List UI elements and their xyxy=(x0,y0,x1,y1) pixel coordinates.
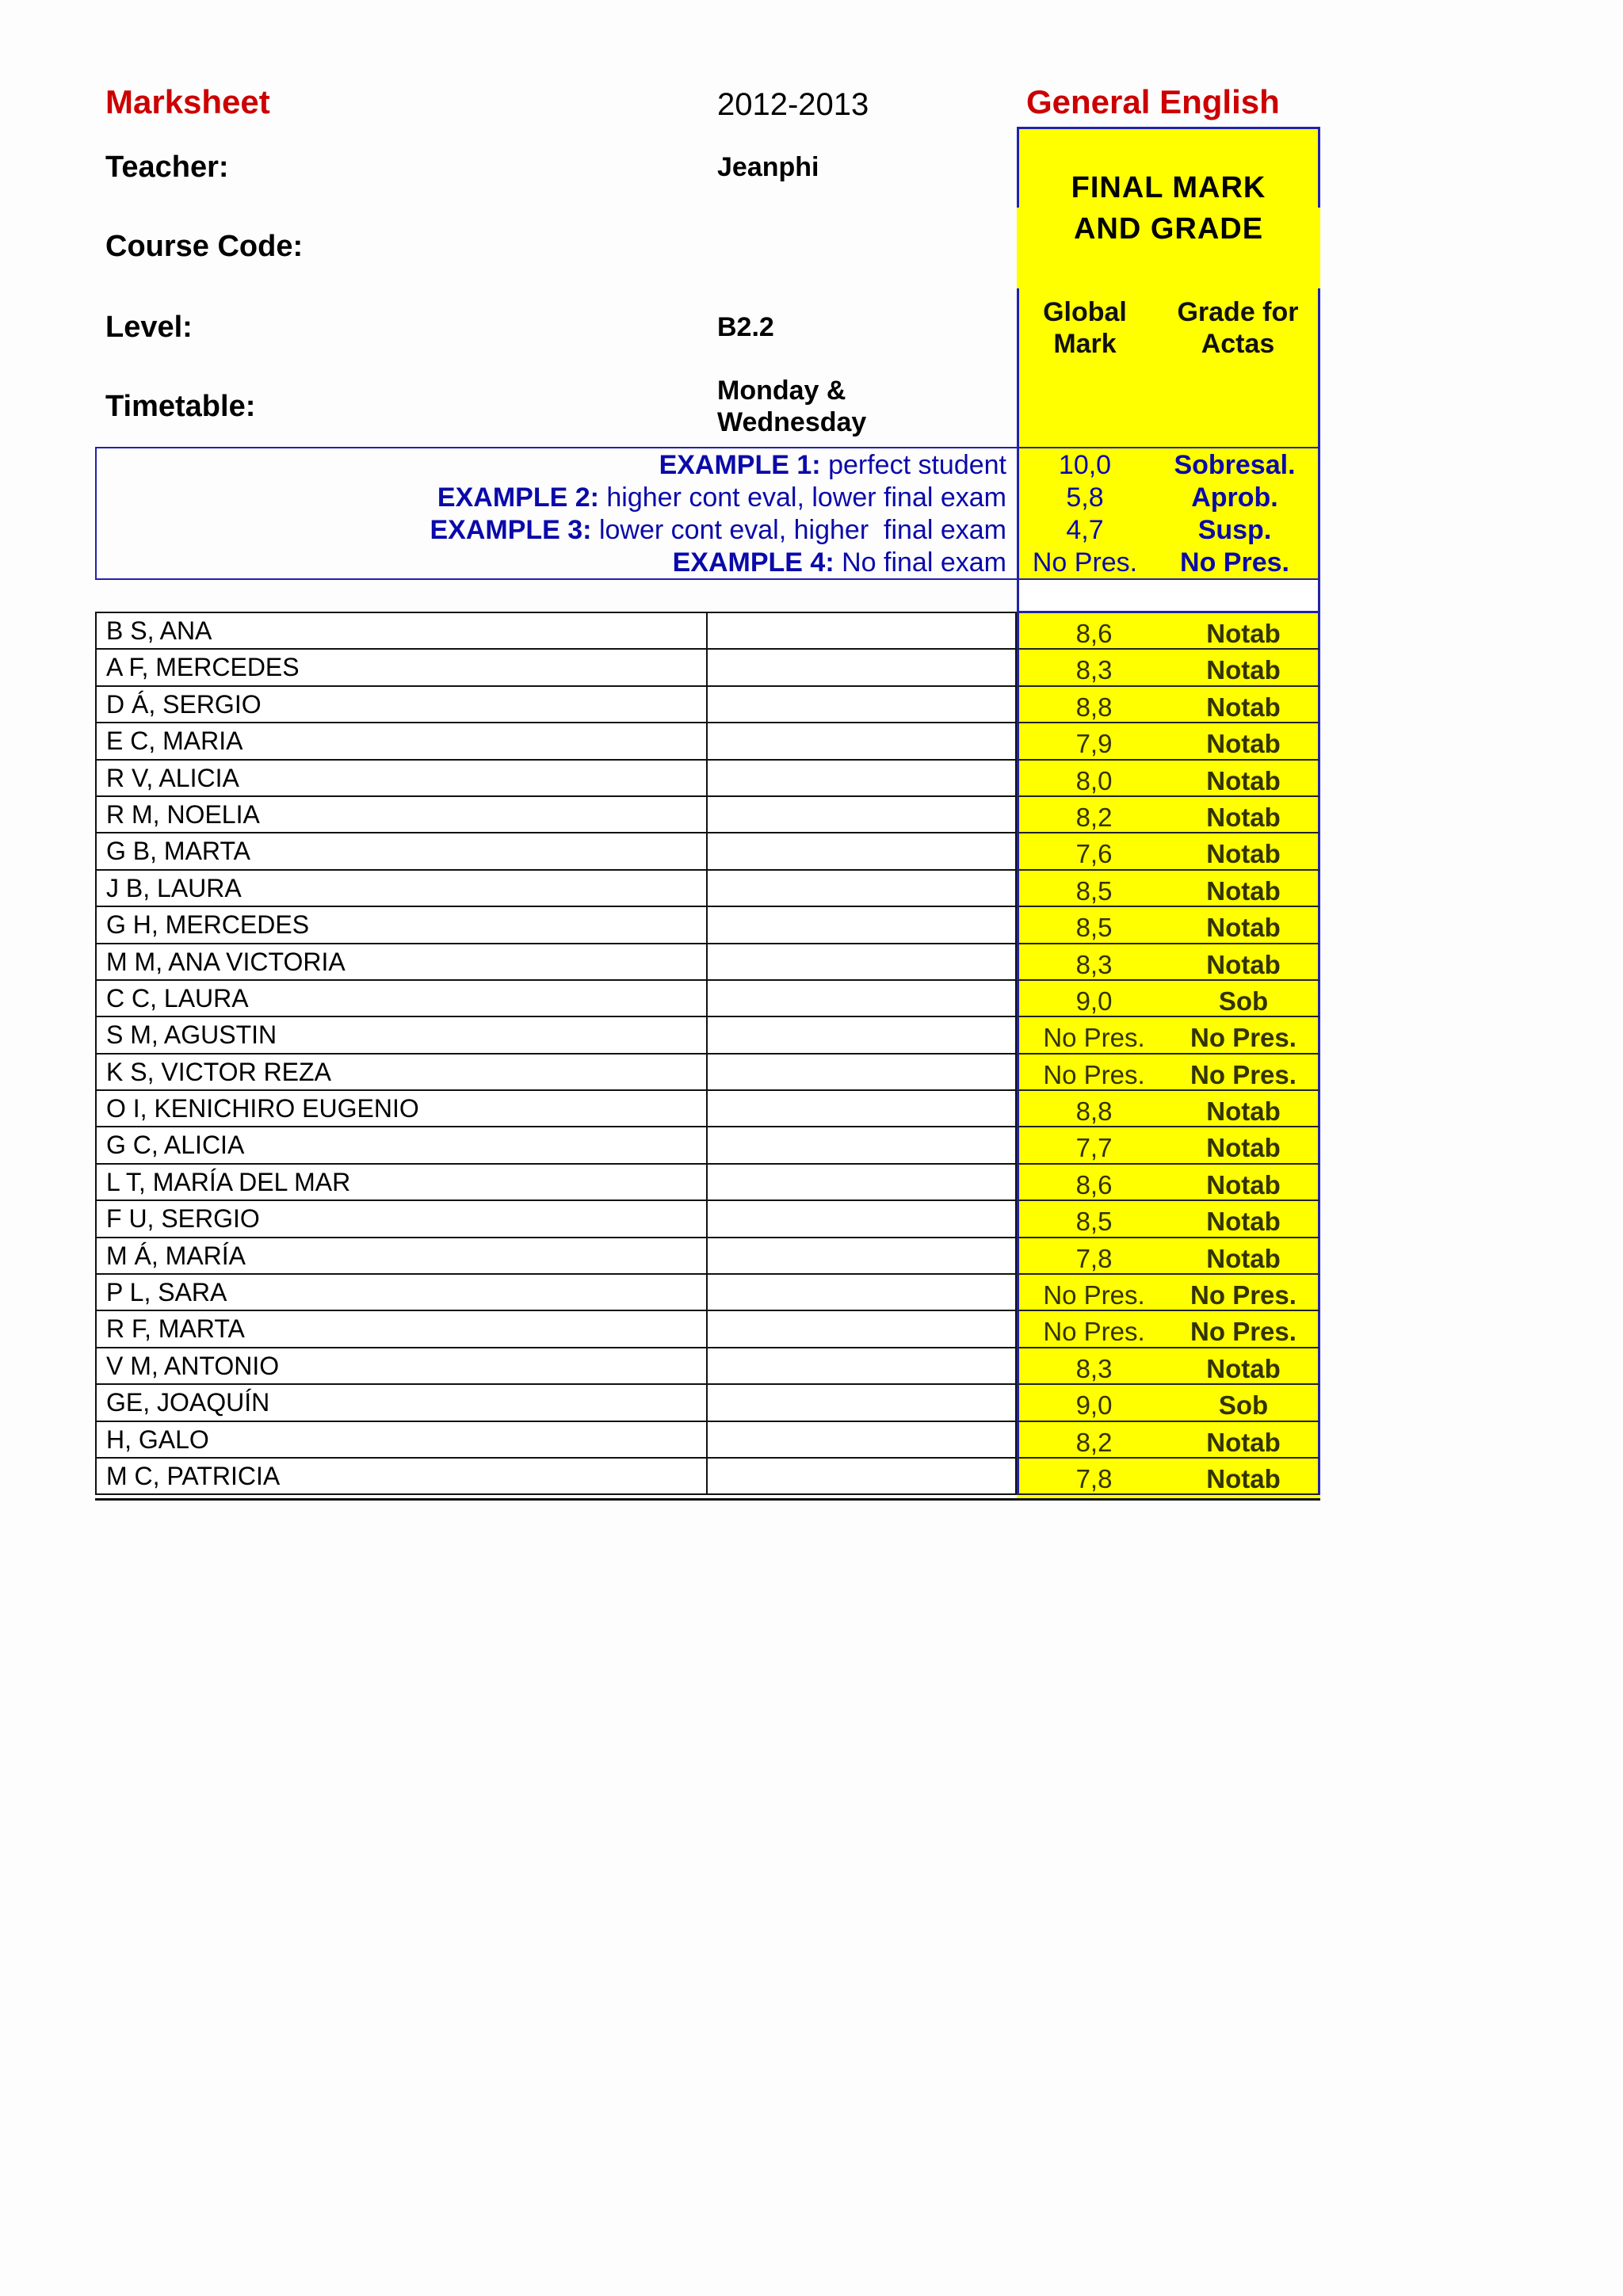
table-row xyxy=(95,1165,1320,1201)
global-mark-cell: 7,8 xyxy=(1017,1459,1169,1495)
table-row xyxy=(95,613,1320,650)
teacher-value: Jeanphi xyxy=(717,152,819,182)
example-row xyxy=(0,450,1623,483)
global-mark-cell: 8,0 xyxy=(1017,761,1169,797)
school-year: 2012-2013 xyxy=(717,87,869,122)
example-label: EXAMPLE 3: xyxy=(430,515,592,545)
student-name: E C, MARIA xyxy=(95,723,708,760)
global-mark-header-line1: Global xyxy=(1043,297,1127,327)
example-grade: No Pres. xyxy=(1180,547,1289,578)
example-description xyxy=(87,515,1006,546)
example-label: EXAMPLE 2: xyxy=(437,482,599,513)
global-mark-cell: No Pres. xyxy=(1017,1311,1169,1348)
blank-cell xyxy=(708,1348,1017,1385)
example-description xyxy=(87,547,1006,578)
student-name: S M, AGUSTIN xyxy=(95,1017,708,1054)
table-row xyxy=(95,761,1320,797)
grade-cell: Notab xyxy=(1169,907,1320,944)
student-name: M M, ANA VICTORIA xyxy=(95,944,708,981)
table-row xyxy=(95,1275,1320,1311)
blank-cell xyxy=(708,1459,1017,1495)
student-name: R F, MARTA xyxy=(95,1311,708,1348)
global-mark-cell: No Pres. xyxy=(1017,1275,1169,1311)
global-mark-header-line2: Mark xyxy=(1053,329,1117,359)
example-label: EXAMPLE 4: xyxy=(672,547,834,578)
student-name: M C, PATRICIA xyxy=(95,1459,708,1495)
student-name: A F, MERCEDES xyxy=(95,650,708,686)
student-name: R M, NOELIA xyxy=(95,797,708,833)
table-row xyxy=(95,723,1320,760)
global-mark-cell: 8,8 xyxy=(1017,687,1169,723)
table-row xyxy=(95,650,1320,686)
student-name: L T, MARÍA DEL MAR xyxy=(95,1165,708,1201)
example-row xyxy=(0,482,1623,516)
grade-cell: Notab xyxy=(1169,797,1320,833)
global-mark-cell: 8,5 xyxy=(1017,1201,1169,1238)
grade-cell: Notab xyxy=(1169,1348,1320,1385)
table-row xyxy=(95,1017,1320,1054)
blank-cell xyxy=(708,1091,1017,1127)
grade-cell: Notab xyxy=(1169,1201,1320,1238)
global-mark-cell: 8,8 xyxy=(1017,1091,1169,1127)
global-mark-cell: No Pres. xyxy=(1017,1017,1169,1054)
example-label: EXAMPLE 1: xyxy=(659,450,821,480)
grade-cell: No Pres. xyxy=(1169,1055,1320,1091)
table-row xyxy=(95,1422,1320,1459)
table-row xyxy=(95,1201,1320,1238)
blank-separator-row xyxy=(1017,580,1320,613)
example-description xyxy=(87,450,1006,481)
student-name: B S, ANA xyxy=(95,613,708,650)
student-name: V M, ANTONIO xyxy=(95,1348,708,1385)
table-row xyxy=(95,1311,1320,1348)
blank-cell xyxy=(708,613,1017,650)
example-row xyxy=(0,515,1623,548)
example-desc-text: No final exam xyxy=(834,547,1006,578)
example-mark: 5,8 xyxy=(1066,482,1104,513)
blank-cell xyxy=(708,833,1017,870)
global-mark-cell: 8,3 xyxy=(1017,650,1169,686)
grade-cell: Notab xyxy=(1169,944,1320,981)
blank-cell xyxy=(708,1055,1017,1091)
global-mark-cell: 9,0 xyxy=(1017,1385,1169,1421)
global-mark-cell: 7,7 xyxy=(1017,1127,1169,1164)
blank-cell xyxy=(708,1165,1017,1201)
table-row xyxy=(95,1385,1320,1421)
table-row xyxy=(95,871,1320,907)
grade-cell: Notab xyxy=(1169,761,1320,797)
blank-cell xyxy=(708,761,1017,797)
blank-cell xyxy=(708,723,1017,760)
level-label: Level: xyxy=(105,311,193,344)
blank-cell xyxy=(708,1127,1017,1164)
blank-cell xyxy=(708,1275,1017,1311)
teacher-label: Teacher: xyxy=(105,151,229,184)
example-mark: 10,0 xyxy=(1058,450,1112,480)
grade-cell: Sob xyxy=(1169,1385,1320,1421)
student-name: R V, ALICIA xyxy=(95,761,708,797)
blank-cell xyxy=(708,907,1017,944)
global-mark-cell: 7,9 xyxy=(1017,723,1169,760)
grade-cell: Notab xyxy=(1169,1165,1320,1201)
example-row xyxy=(0,547,1623,581)
timetable-value-line2: Wednesday xyxy=(717,407,867,437)
blank-cell xyxy=(708,687,1017,723)
example-desc-text: lower cont eval, higher final exam xyxy=(591,515,1006,545)
grade-cell: No Pres. xyxy=(1169,1311,1320,1348)
example-grade: Susp. xyxy=(1197,515,1272,545)
blank-cell xyxy=(708,1311,1017,1348)
example-desc-text: higher cont eval, lower final exam xyxy=(598,482,1006,513)
grade-cell: Notab xyxy=(1169,1459,1320,1495)
student-name: G B, MARTA xyxy=(95,833,708,870)
global-mark-cell: 7,6 xyxy=(1017,833,1169,870)
student-name: P L, SARA xyxy=(95,1275,708,1311)
blank-cell xyxy=(708,1385,1017,1421)
grade-actas-header xyxy=(1159,296,1317,360)
subject-title: General English xyxy=(1026,83,1280,120)
student-name: GE, JOAQUÍN xyxy=(95,1385,708,1421)
blank-cell xyxy=(708,797,1017,833)
final-mark-header xyxy=(1017,127,1320,288)
table-row xyxy=(95,1238,1320,1275)
student-name: J B, LAURA xyxy=(95,871,708,907)
student-name: D Á, SERGIO xyxy=(95,687,708,723)
grade-cell: Notab xyxy=(1169,1127,1320,1164)
student-name: M Á, MARÍA xyxy=(95,1238,708,1275)
table-row xyxy=(95,981,1320,1017)
grade-cell: Notab xyxy=(1169,613,1320,650)
table-row xyxy=(95,1348,1320,1385)
student-name: O I, KENICHIRO EUGENIO xyxy=(95,1091,708,1127)
table-row xyxy=(95,907,1320,944)
example-desc-text: perfect student xyxy=(820,450,1006,480)
blank-cell xyxy=(708,1017,1017,1054)
grade-cell: Notab xyxy=(1169,1422,1320,1459)
grade-cell: Notab xyxy=(1169,687,1320,723)
grade-cell: No Pres. xyxy=(1169,1275,1320,1311)
example-mark: No Pres. xyxy=(1032,547,1138,578)
table-row xyxy=(95,1127,1320,1164)
blank-cell xyxy=(708,1238,1017,1275)
grade-cell: Sob xyxy=(1169,981,1320,1017)
student-name: C C, LAURA xyxy=(95,981,708,1017)
student-name: H, GALO xyxy=(95,1422,708,1459)
grade-cell: Notab xyxy=(1169,1091,1320,1127)
timetable-label: Timetable: xyxy=(105,390,256,423)
global-mark-cell: 8,5 xyxy=(1017,907,1169,944)
grade-cell: Notab xyxy=(1169,871,1320,907)
global-mark-cell: No Pres. xyxy=(1017,1055,1169,1091)
global-mark-cell: 9,0 xyxy=(1017,981,1169,1017)
blank-cell xyxy=(708,944,1017,981)
page-title: Marksheet xyxy=(105,83,270,120)
table-bottom-border xyxy=(95,1498,1320,1501)
global-mark-cell: 8,5 xyxy=(1017,871,1169,907)
grade-cell: Notab xyxy=(1169,833,1320,870)
student-name: F U, SERGIO xyxy=(95,1201,708,1238)
global-mark-cell: 7,8 xyxy=(1017,1238,1169,1275)
student-name: K S, VICTOR REZA xyxy=(95,1055,708,1091)
global-mark-cell: 8,3 xyxy=(1017,944,1169,981)
table-row xyxy=(95,944,1320,981)
table-row xyxy=(95,1459,1320,1495)
grade-cell: Notab xyxy=(1169,650,1320,686)
global-mark-cell: 8,6 xyxy=(1017,1165,1169,1201)
table-row xyxy=(95,833,1320,870)
table-row xyxy=(95,1091,1320,1127)
course-code-label: Course Code: xyxy=(105,230,304,263)
student-name: G C, ALICIA xyxy=(95,1127,708,1164)
global-mark-cell: 8,2 xyxy=(1017,797,1169,833)
global-mark-cell: 8,2 xyxy=(1017,1422,1169,1459)
table-row xyxy=(95,797,1320,833)
example-grade: Sobresal. xyxy=(1174,450,1296,480)
grade-cell: No Pres. xyxy=(1169,1017,1320,1054)
blank-cell xyxy=(708,1201,1017,1238)
global-mark-cell: 8,6 xyxy=(1017,613,1169,650)
example-mark: 4,7 xyxy=(1066,515,1104,545)
blank-cell xyxy=(708,981,1017,1017)
table-row xyxy=(95,1055,1320,1091)
grade-cell: Notab xyxy=(1169,1238,1320,1275)
blank-cell xyxy=(708,650,1017,686)
example-description xyxy=(87,482,1006,513)
global-mark-header xyxy=(1017,296,1153,360)
table-row xyxy=(95,687,1320,723)
final-title-line1: FINAL MARK xyxy=(1071,171,1266,204)
blank-cell xyxy=(708,871,1017,907)
student-name: G H, MERCEDES xyxy=(95,907,708,944)
final-title-line2: AND GRADE xyxy=(1073,212,1264,246)
example-grade: Aprob. xyxy=(1191,482,1278,513)
grade-actas-header-line1: Grade for xyxy=(1177,297,1299,327)
student-table xyxy=(95,613,1320,1495)
level-value: B2.2 xyxy=(717,312,774,342)
timetable-value-line1: Monday & xyxy=(717,376,846,406)
grade-actas-header-line2: Actas xyxy=(1201,329,1275,359)
blank-cell xyxy=(708,1422,1017,1459)
grade-cell: Notab xyxy=(1169,723,1320,760)
global-mark-cell: 8,3 xyxy=(1017,1348,1169,1385)
